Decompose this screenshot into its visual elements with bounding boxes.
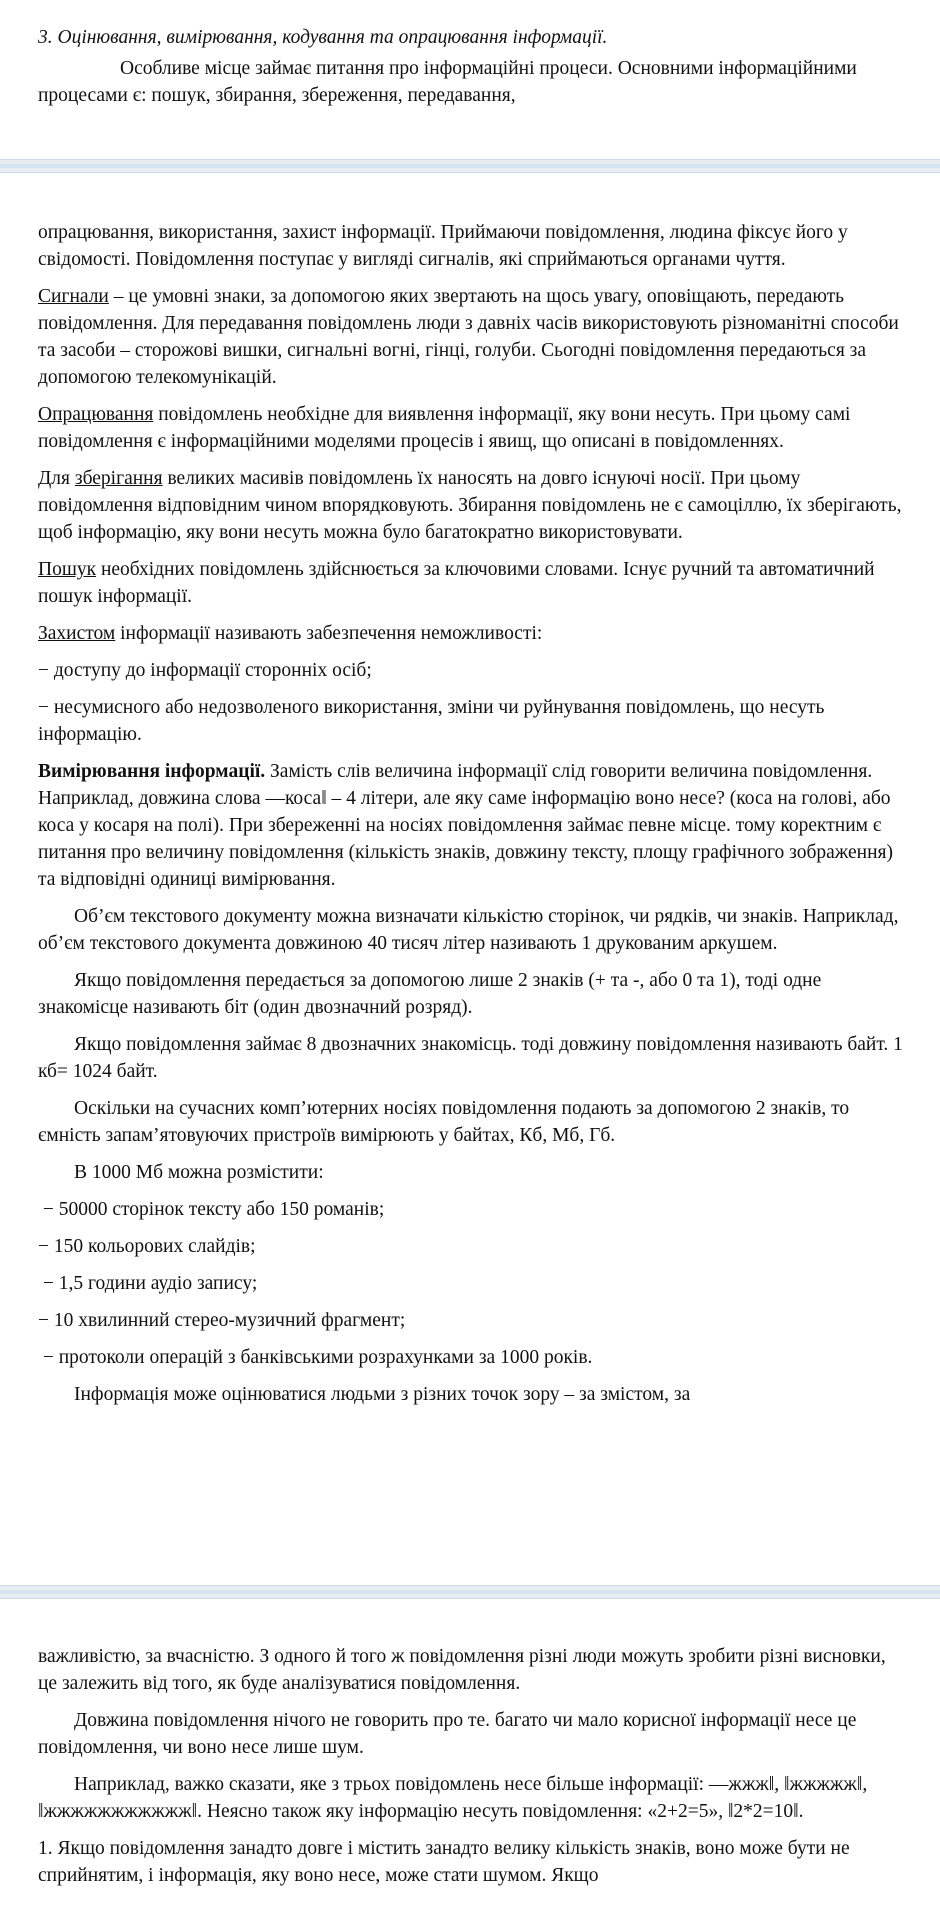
paragraph-example: Наприклад, важко сказати, яке з трьох повідомлень несе більше інформації: ―жжж‖, ‖жжжжж‖, ‖жжжжжжжжжжж‖. Неясно також яку інформацію несуть повідомлення: «2+2=5», ‖2*2=10‖. xyxy=(38,1774,868,1822)
list-item: − 50000 сторінок тексту або 150 романів; xyxy=(38,1199,385,1220)
measurement-text: Замість слів величина інформації слід говорити величина повідомлення. Наприклад, довжина слова ―коса‖ – 4 літери, але яку саме інформацію воно несе? (коса на голові, або коса у косаря на полі). При збереженні на носіях повідомлення займає певне місце. тому коректним є питання про величину повідомлення (кількість знаків, довжину тексту, площу графічного зображення) та відповідні одиниці вимірювання. xyxy=(38,761,894,890)
list-item: − 10 хвилинний стерео-музичний фрагмент; xyxy=(38,1310,406,1331)
term-protection: Захистом xyxy=(38,623,116,644)
protection-item: − доступу до інформації сторонніх осіб; xyxy=(38,660,372,681)
term-measurement: Вимірювання інформації. xyxy=(38,761,266,782)
paragraph-capacity: Оскільки на сучасних комп’ютерних носіях повідомлення подають за допомогою 2 знаків, то ємність запам’ятовуючих пристроїв вимірюють у байтах, Кб, Мб, Гб. xyxy=(38,1098,850,1146)
signals-text: – це умовні знаки, за допомогою яких звертають на щось увагу, оповіщають, передають повідомлення. Для передавання повідомлень люди з давніх часів використовують різноманітні способи та засоби – сторожові вишки, сигнальні вогні, гінці, голуби. Сьогодні повідомлення передаються за допомогою телекомунікацій. xyxy=(38,286,899,388)
section-heading: 3. Оцінювання, вимірювання, кодування та опрацювання інформації. xyxy=(38,27,608,48)
document-page-3 xyxy=(0,1598,940,1922)
search-text: необхідних повідомлень здійснюється за ключовими словами. Існує ручний та автоматичний пошук інформації. xyxy=(38,559,875,607)
paragraph-continuation: важливістю, за вчасністю. З одного й того ж повідомлення різні люди можуть зробити різні висновки, це залежить від того, як буде аналізуватися повідомлення. xyxy=(38,1646,886,1694)
term-search: Пошук xyxy=(38,559,97,580)
list-item: − протоколи операцій з банківськими розрахунками за 1000 років. xyxy=(38,1347,593,1368)
paragraph-continuation: опрацювання, використання, захист інформації. Приймаючи повідомлення, людина фіксує його у свідомості. Повідомлення поступає у вигляді сигналів, які сприймаються органами чуття. xyxy=(38,222,848,270)
paragraph-length: Довжина повідомлення нічого не говорить про те. багато чи мало корисної інформації несе це повідомлення, чи воно несе лише шум. xyxy=(38,1710,857,1758)
processing-text: повідомлень необхідне для виявлення інформації, яку вони несуть. При цьому самі повідомлення є інформаційними моделями процесів і явищ, що описані в повідомленнях. xyxy=(38,404,851,452)
term-storage: зберігання xyxy=(74,468,163,489)
protection-text: інформації називають забезпечення неможливості: xyxy=(115,623,543,644)
term-processing: Опрацювання xyxy=(38,404,154,425)
paragraph-intro: Особливе місце займає питання про інформаційні процеси. Основними інформаційними процесами є: пошук, збирання, збереження, передавання, xyxy=(38,58,857,106)
protection-item: − несумисного або недозволеного використання, зміни чи руйнування повідомлень, що несуть інформацію. xyxy=(38,697,825,745)
paragraph-storage xyxy=(38,465,904,546)
document-page-1 xyxy=(0,0,940,160)
paragraph-search xyxy=(38,556,904,610)
paragraph-signals xyxy=(38,283,904,391)
document-page-2 xyxy=(0,172,940,1586)
paragraph-1000mb: В 1000 Мб можна розмістити: xyxy=(74,1162,324,1183)
paragraph-assessment: Інформація може оцінюватися людьми з різних точок зору – за змістом, за xyxy=(74,1384,691,1405)
paragraph-item-1: 1. Якщо повідомлення занадто довге і містить занадто велику кількість знаків, воно може бути не сприйнятим, і інформація, яку воно несе, може стати шумом. Якщо xyxy=(38,1838,850,1886)
paragraph-processing xyxy=(38,401,904,455)
paragraph-measurement xyxy=(38,758,904,893)
storage-pre: Для xyxy=(38,468,75,489)
storage-text: великих масивів повідомлень їх наносять на довго існуючі носії. При цьому повідомлення відповідним чином впорядковують. Збирання повідомлень не є самоціллю, їх зберігають, щоб інформацію, яку вони несуть можна було багатократно використовувати. xyxy=(38,468,902,543)
paragraph-protection xyxy=(38,620,904,647)
list-item: − 150 кольорових слайдів; xyxy=(38,1236,256,1257)
paragraph-byte: Якщо повідомлення займає 8 двозначних знакомісць. тоді довжину повідомлення називають байт. 1 кб= 1024 байт. xyxy=(38,1034,903,1082)
term-signals: Сигнали xyxy=(38,286,109,307)
page-separator xyxy=(0,164,940,168)
paragraph-volume: Об’єм текстового документу можна визначати кількістю сторінок, чи рядків, чи знаків. Наприклад, об’єм текстового документа довжиною 40 тисяч літер називають 1 друкованим аркушем. xyxy=(38,906,899,954)
page-separator xyxy=(0,1590,940,1594)
list-item: − 1,5 години аудіо запису; xyxy=(38,1273,258,1294)
paragraph-bit: Якщо повідомлення передається за допомогою лише 2 знаків (+ та -, або 0 та 1), тоді одне знакомісце називають біт (один двозначний розряд). xyxy=(38,970,822,1018)
